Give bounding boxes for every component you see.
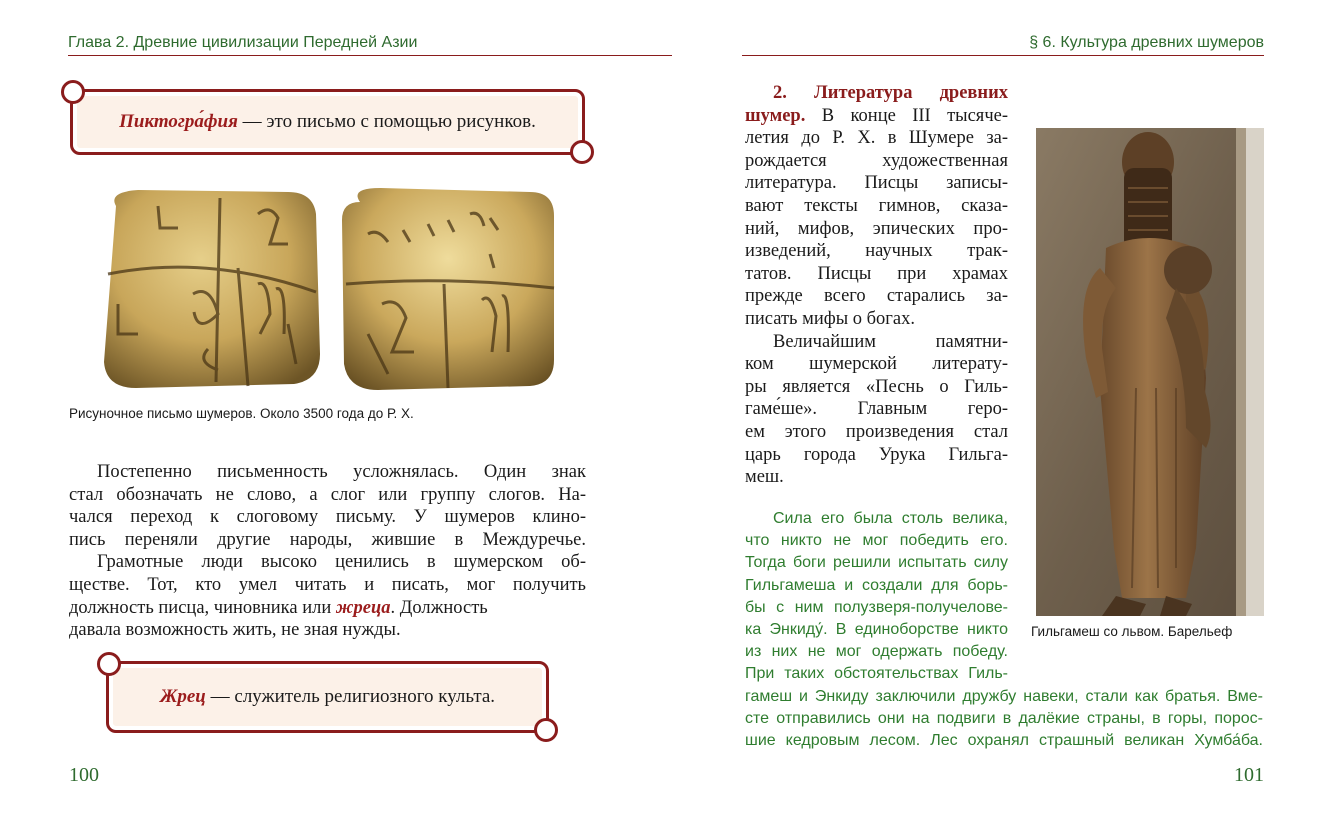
gilgamesh-relief-image (1036, 128, 1264, 616)
text-line: давала возможность жить, не зная нужды. (69, 620, 401, 641)
page-number-right: 101 (1234, 764, 1264, 786)
page-number-left: 100 (69, 764, 99, 786)
section-heading: шумер. (745, 105, 806, 126)
sumerian-tablets-image (98, 184, 558, 394)
right-page (672, 0, 1344, 826)
header-rule-left (68, 55, 672, 56)
text-line: пись переняли другие народы, жившие в Междуречье. (69, 529, 586, 550)
priest-term-inline: жреца (335, 597, 391, 618)
text-line: ры является «Песнь о Гиль- (745, 376, 1008, 397)
text-line: шие кедровым лесом. Лес охранял страшный великан Хумба́ба. (745, 732, 1263, 750)
text-line: стал обозначать не слово, а слог или группу слогов. На- (69, 484, 586, 505)
text-line: ком шумерской литерату- (745, 354, 1008, 375)
left-body-text (69, 461, 586, 642)
epic-summary-text (745, 508, 1008, 686)
text-line (745, 82, 1008, 105)
epic-summary-text-wide (745, 686, 1263, 753)
text-line: Тогда боги решили испытать силу (745, 554, 1008, 572)
text-line: чался переход к слоговому письму. У шумеров клино- (69, 507, 586, 528)
definition-text: — служитель религиозного культа. (205, 686, 496, 707)
definition-box-pictography (70, 89, 585, 155)
text-line: ка Энкиду́. В единоборстве никто (745, 620, 1008, 638)
text-line: Постепенно письменность усложнялась. Один знак (97, 462, 586, 482)
right-body-text (745, 82, 1008, 489)
text-line: писать мифы о богах. (745, 308, 915, 329)
text-line: ем этого произведения стал (745, 421, 1008, 442)
text-line (745, 105, 1008, 128)
running-head-right: § 6. Культура древних шумеров (1029, 34, 1264, 51)
text-line: что никто не мог победить его. (745, 532, 1008, 550)
text-line: летия до Р. Х. в Шумере за- (745, 128, 1008, 149)
definition-box-priest (106, 661, 549, 733)
text-line: литература. Писцы записы- (745, 173, 1008, 194)
text-line: гамеш и Энкиду заключили дружбу навеки, стали как братья. Вме- (745, 688, 1263, 705)
text-fragment: В конце III тысяче- (805, 105, 1008, 126)
text-line: Величайшим памятни- (773, 331, 1008, 352)
text-line: прежде всего старались за- (745, 286, 1008, 307)
text-line: царь города Урука Гильга- (745, 444, 1008, 465)
text-line: сте отправились они на подвиги в далёкие страны, в горы, порос- (745, 710, 1263, 728)
text-line: Грамотные люди высоко ценились в шумерском об- (97, 552, 586, 573)
text-line: Сила его была столь велика, (773, 510, 1008, 527)
text-line: изведений, научных трак- (745, 241, 1008, 262)
relief-caption: Гильгамеш со львом. Барельеф (1031, 624, 1233, 639)
text-line: бы с ним полузверя-получелове- (745, 598, 1008, 616)
definition-text: — это письмо с помощью рисунков. (237, 111, 536, 132)
section-heading: 2. Литература древних (773, 83, 1008, 103)
text-line: ний, мифов, эпических про- (745, 218, 1008, 239)
definition-term: Жрец (159, 686, 206, 707)
text-line: гаме́ше». Главным геро- (745, 399, 1008, 420)
text-line: меш. (745, 467, 784, 488)
tablets-caption: Рисуночное письмо шумеров. Около 3500 года до Р. Х. (69, 406, 414, 421)
text-fragment: . Должность (390, 597, 488, 618)
text-line (69, 597, 586, 620)
definition-term: Пиктогра́фия (119, 111, 238, 132)
text-line: ществе. Тот, кто умел читать и писать, мог получить (69, 574, 586, 595)
text-line: татов. Писцы при храмах (745, 263, 1008, 284)
text-line: из них не мог одержать победу. (745, 643, 1008, 661)
text-line: При таких обстоятельствах Гиль- (745, 665, 1008, 683)
text-line: вают тексты гимнов, сказа- (745, 195, 1008, 216)
text-fragment: должность писца, чиновника или (69, 597, 336, 618)
text-line: рождается художественная (745, 150, 1008, 171)
running-head-left: Глава 2. Древние цивилизации Передней Азии (68, 34, 418, 51)
header-rule-right (742, 55, 1264, 56)
text-line: Гильгамеша и создали для борь- (745, 576, 1008, 594)
